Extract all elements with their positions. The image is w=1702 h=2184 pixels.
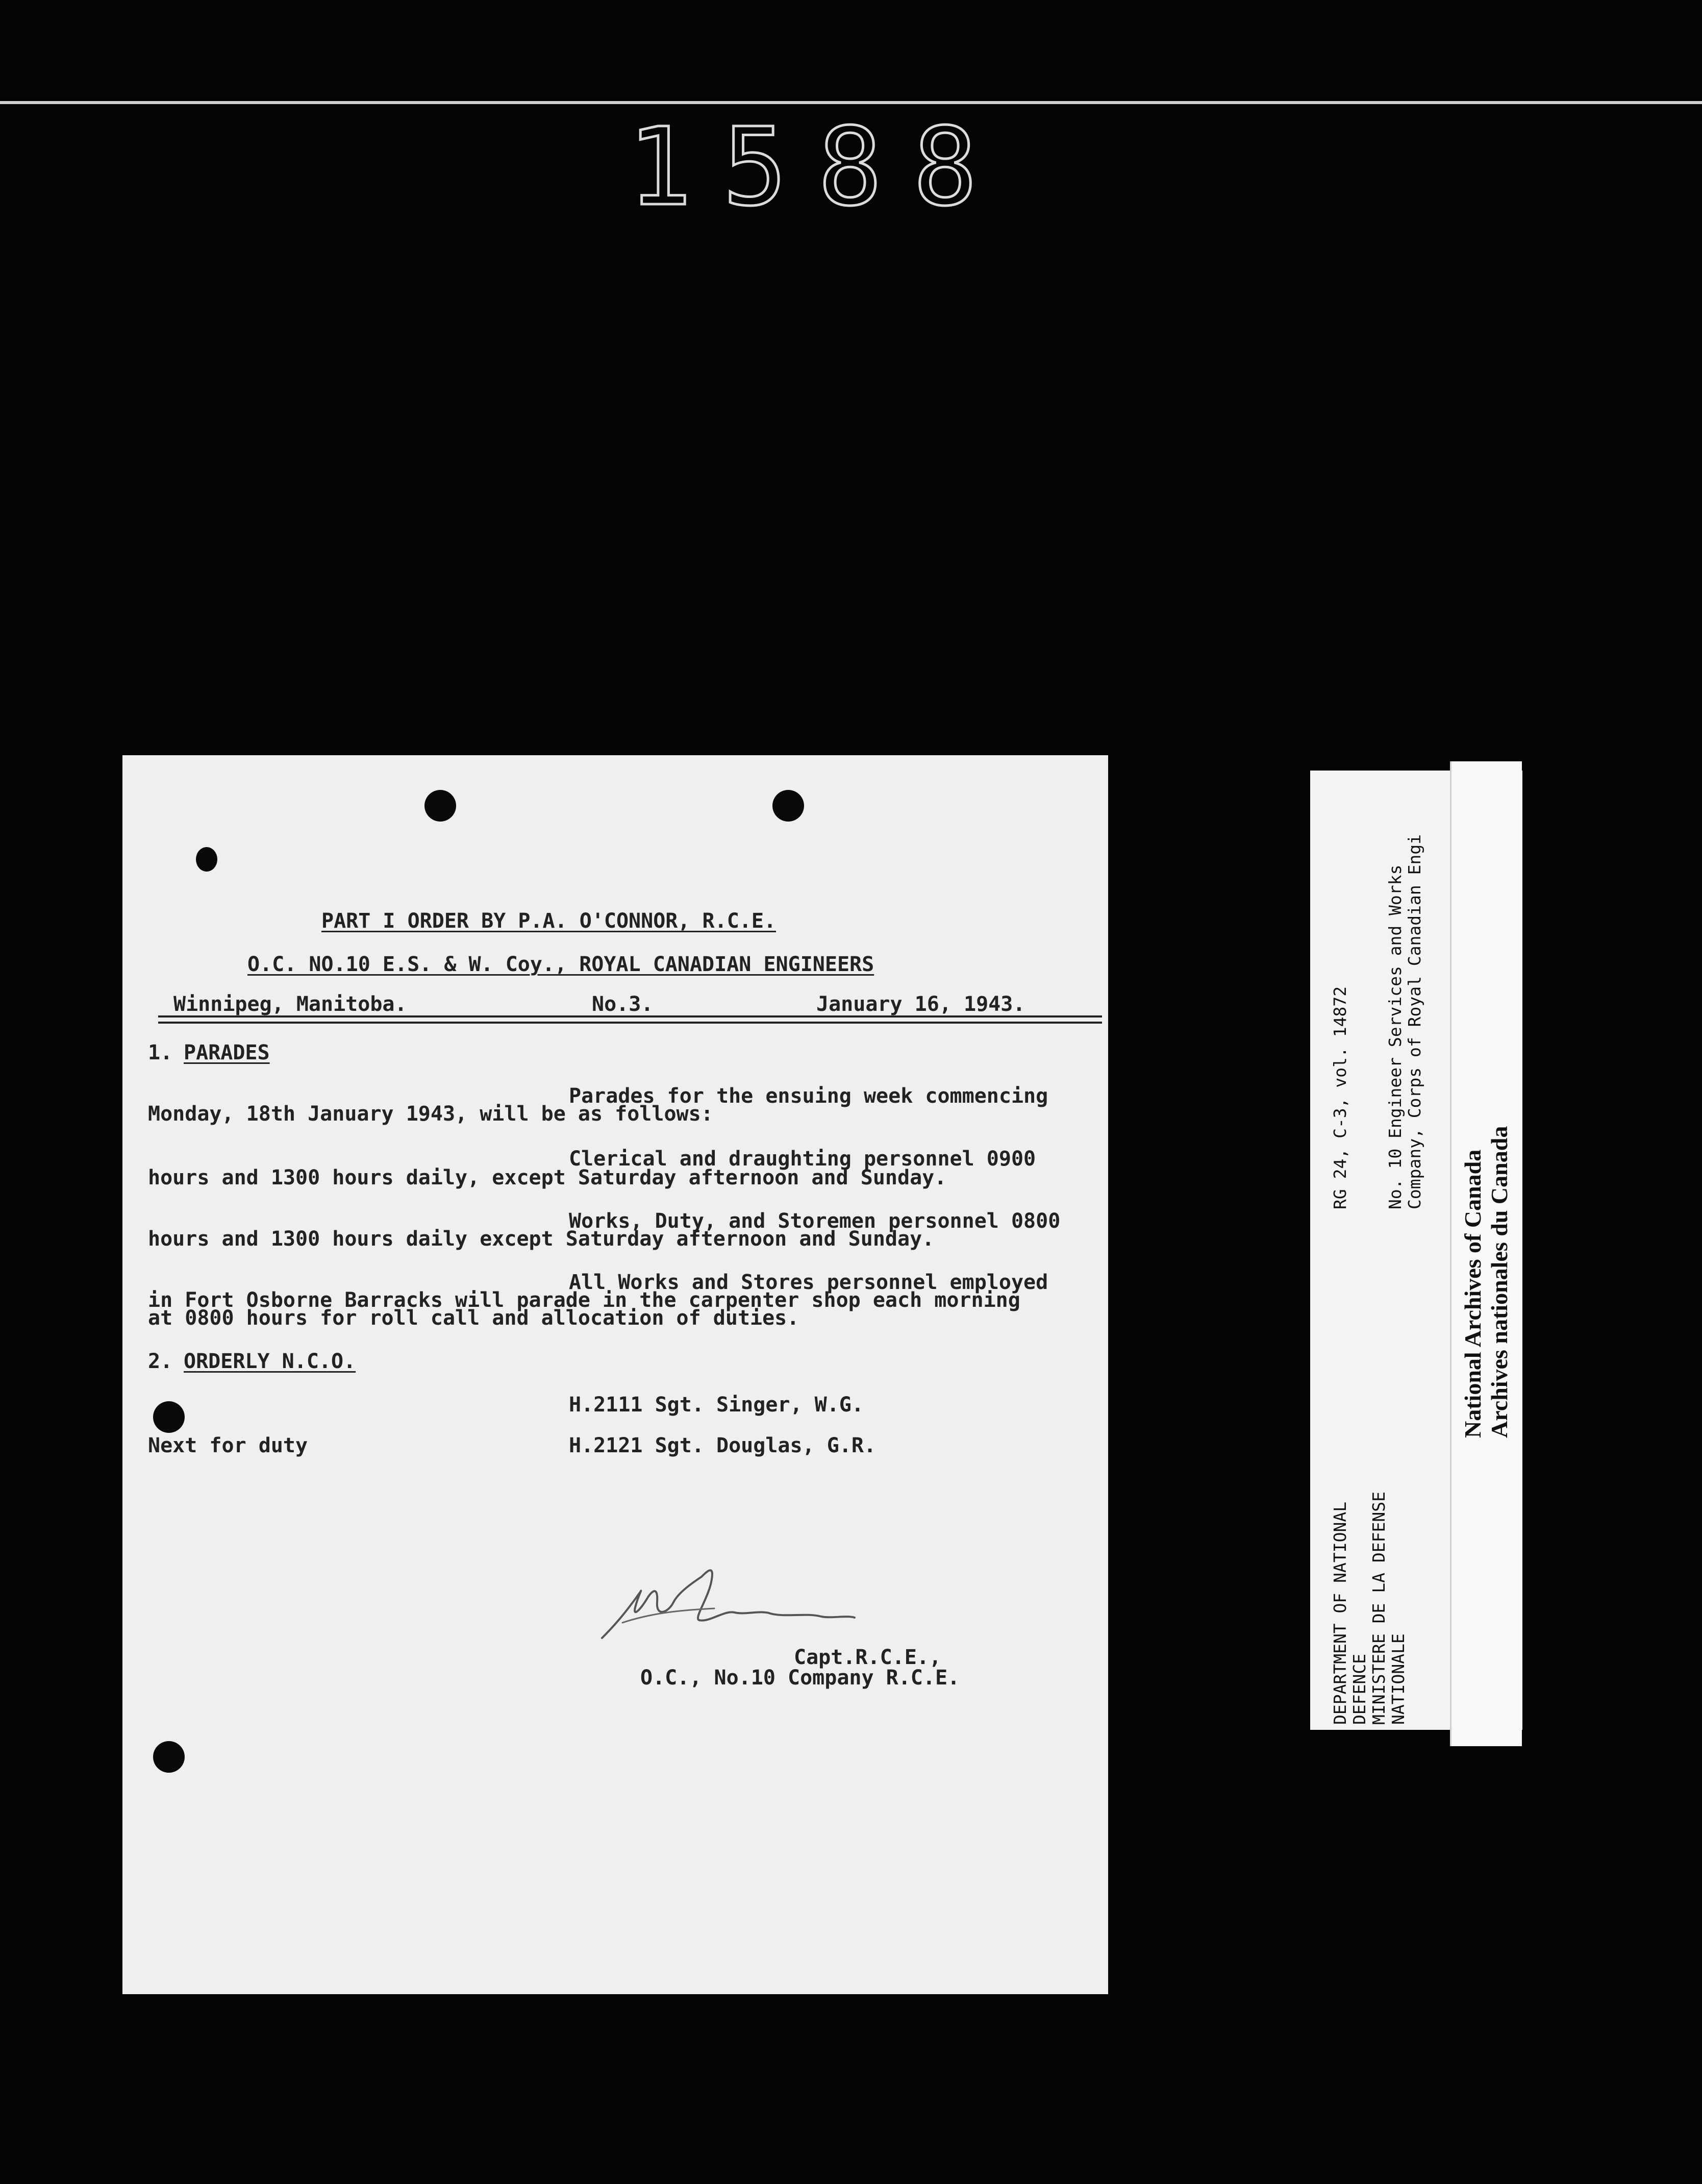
order-heading-line1: PART I ORDER BY P.A. O'CONNOR, R.C.E. bbox=[321, 909, 777, 933]
order-place: Winnipeg, Manitoba. bbox=[173, 992, 407, 1016]
signature-title: O.C., No.10 Company R.C.E. bbox=[640, 1666, 960, 1690]
paragraph-line: at 0800 hours for roll call and allocation of duties. bbox=[148, 1306, 799, 1330]
department-line: DEFENCE bbox=[1349, 1653, 1369, 1725]
section-title-orderly-nco: ORDERLY N.C.O. bbox=[184, 1350, 356, 1373]
department-line: NATIONALE bbox=[1388, 1633, 1408, 1725]
punch-hole bbox=[424, 790, 456, 822]
frame-number: 1588 bbox=[628, 105, 1008, 230]
paragraph-line: hours and 1300 hours daily, except Saturday afternoon and Sunday. bbox=[148, 1166, 947, 1189]
handwritten-signature bbox=[592, 1561, 857, 1648]
film-frame-rule bbox=[0, 101, 1702, 104]
paragraph-line: Monday, 18th January 1943, will be as follows: bbox=[148, 1102, 713, 1126]
order-heading-line2: O.C. NO.10 E.S. & W. Coy., ROYAL CANADIAN ENGINEERS bbox=[247, 953, 874, 976]
paragraph-line: Works, Duty, and Storemen personnel 0800 bbox=[569, 1209, 1061, 1233]
duty-entry-label: Next for duty bbox=[148, 1434, 308, 1457]
department-line: DEPARTMENT OF NATIONAL bbox=[1330, 1501, 1350, 1725]
punch-hole bbox=[153, 1741, 185, 1773]
archive-title-line1: No. 10 Engineer Services and Works bbox=[1385, 864, 1405, 1209]
signature-rank: Capt.R.C.E., bbox=[794, 1646, 941, 1669]
duty-entry-value: H.2111 Sgt. Singer, W.G. bbox=[569, 1393, 864, 1417]
duty-entry-value: H.2121 Sgt. Douglas, G.R. bbox=[569, 1434, 877, 1457]
section-title-parades: PARADES bbox=[184, 1041, 270, 1064]
archives-name-english: National Archives of Canada bbox=[1460, 1149, 1486, 1438]
paragraph-line: All Works and Stores personnel employed bbox=[569, 1271, 1048, 1294]
paragraph-line: Parades for the ensuing week commencing bbox=[569, 1084, 1048, 1108]
paragraph-line: in Fort Osborne Barracks will parade in the carpenter shop each morning bbox=[148, 1288, 1020, 1312]
paragraph-line: hours and 1300 hours daily except Saturday afternoon and Sunday. bbox=[148, 1227, 935, 1251]
archive-reference: RG 24, C-3, vol. 14872 bbox=[1330, 986, 1350, 1209]
punch-hole bbox=[153, 1401, 185, 1433]
archives-name-strip bbox=[1450, 761, 1522, 1746]
order-date: January 16, 1943. bbox=[816, 992, 1025, 1016]
punch-hole bbox=[196, 847, 217, 872]
department-line: MINISTERE DE LA DEFENSE bbox=[1369, 1492, 1389, 1725]
archive-title-line2: Company, Corps of Royal Canadian Engi bbox=[1405, 834, 1424, 1209]
punch-hole bbox=[772, 790, 804, 822]
section-number: 2. bbox=[148, 1350, 173, 1373]
heading-double-rule bbox=[158, 1015, 1102, 1024]
document-page bbox=[122, 755, 1108, 1994]
paragraph-line: Clerical and draughting personnel 0900 bbox=[569, 1147, 1036, 1171]
section-number: 1. bbox=[148, 1041, 173, 1064]
archives-name-french: Archives nationales du Canada bbox=[1486, 1126, 1512, 1438]
order-number: No.3. bbox=[592, 992, 654, 1016]
